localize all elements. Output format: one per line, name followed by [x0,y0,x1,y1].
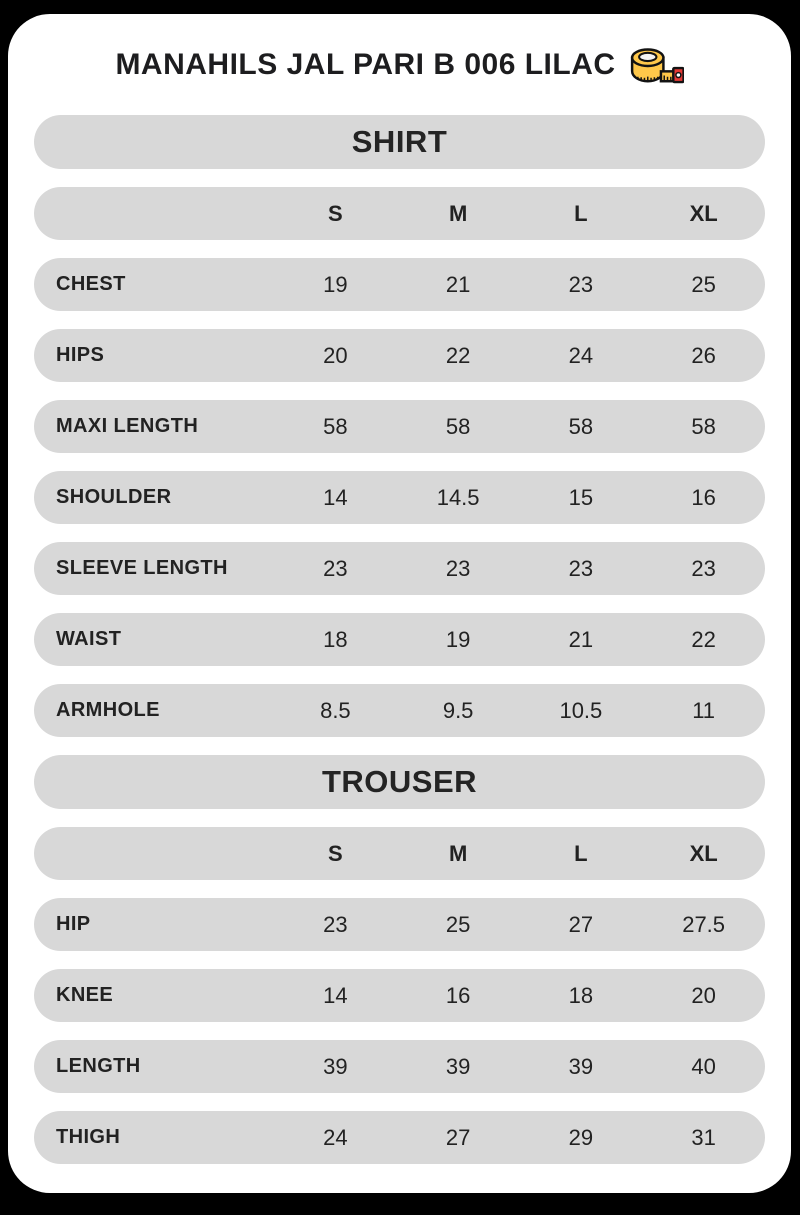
size-value: 23 [568,271,594,297]
section-header-trouser: TROUSER [34,755,765,809]
size-value: 23 [323,911,348,937]
size-value: 14 [323,484,348,510]
size-value: 14.5 [436,484,480,510]
column-size-xl: XL [689,840,718,866]
size-value: 39 [445,1053,471,1079]
row-label: CHEST [56,273,126,295]
measurement-row-hips [34,329,765,382]
size-value: 20 [691,982,716,1008]
size-value: 8.5 [320,697,351,723]
size-value: 23 [691,555,716,581]
column-size-m: M [448,840,468,866]
size-value: 18 [323,626,348,652]
measurement-row-hip [34,898,765,951]
measurement-row-chest [34,258,765,311]
row-label: THIGH [56,1126,121,1148]
row-label: WAIST [56,628,122,650]
size-value: 14 [323,982,348,1008]
size-value: 11 [692,697,716,723]
size-value: 21 [568,626,594,652]
column-size-l: L [574,840,588,866]
size-value: 39 [568,1053,594,1079]
size-value: 27.5 [682,911,726,937]
header [8,40,791,90]
measurement-row-armhole [34,684,765,737]
size-value: 39 [323,1053,348,1079]
row-label: ARMHOLE [56,699,160,721]
size-value: 25 [445,911,471,937]
measurement-row-sleeve-length [34,542,765,595]
size-value: 29 [568,1124,594,1150]
column-size-l: L [574,200,588,226]
measurement-row-shoulder [34,471,765,524]
size-value: 31 [691,1124,716,1150]
page-title: MANAHILS JAL PARI B 006 LILAC [115,48,616,81]
size-value: 27 [568,911,594,937]
row-label: SHOULDER [56,486,172,508]
size-value: 23 [568,555,594,581]
size-value: 24 [568,342,594,368]
size-value: 58 [568,413,594,439]
size-value: 16 [445,982,471,1008]
size-value: 18 [568,982,594,1008]
measurement-row-maxi-length [34,400,765,453]
column-size-xl: XL [689,200,718,226]
size-value: 10.5 [559,697,603,723]
section-header-shirt: SHIRT [34,115,765,169]
measurement-row-knee [34,969,765,1022]
measurement-row-length [34,1040,765,1093]
size-value: 24 [323,1124,348,1150]
row-label: LENGTH [56,1055,141,1077]
size-value: 19 [323,271,348,297]
size-value: 23 [323,555,348,581]
size-chart-card [8,14,791,1193]
size-value: 58 [323,413,348,439]
size-value: 21 [445,271,471,297]
size-value: 16 [691,484,716,510]
tape-measure-icon [628,45,684,92]
row-label: HIPS [56,344,105,366]
size-value: 23 [445,555,471,581]
column-size-m: M [448,200,468,226]
column-size-s: S [328,840,343,866]
size-value: 58 [691,413,716,439]
row-label: SLEEVE LENGTH [56,557,228,579]
size-value: 22 [445,342,471,368]
row-label: HIP [56,913,91,935]
size-column-header-shirt [34,187,765,240]
column-size-s: S [328,200,343,226]
measurement-row-waist [34,613,765,666]
size-column-header-trouser [34,827,765,880]
size-value: 15 [568,484,594,510]
size-value: 58 [445,413,471,439]
size-value: 40 [691,1053,716,1079]
size-value: 20 [323,342,348,368]
size-value: 25 [691,271,716,297]
size-value: 27 [445,1124,471,1150]
size-value: 9.5 [442,697,474,723]
size-value: 19 [445,626,471,652]
row-label: MAXI LENGTH [56,415,199,437]
measurement-row-thigh [34,1111,765,1164]
size-value: 26 [691,342,716,368]
size-value: 22 [691,626,716,652]
row-label: KNEE [56,984,114,1006]
